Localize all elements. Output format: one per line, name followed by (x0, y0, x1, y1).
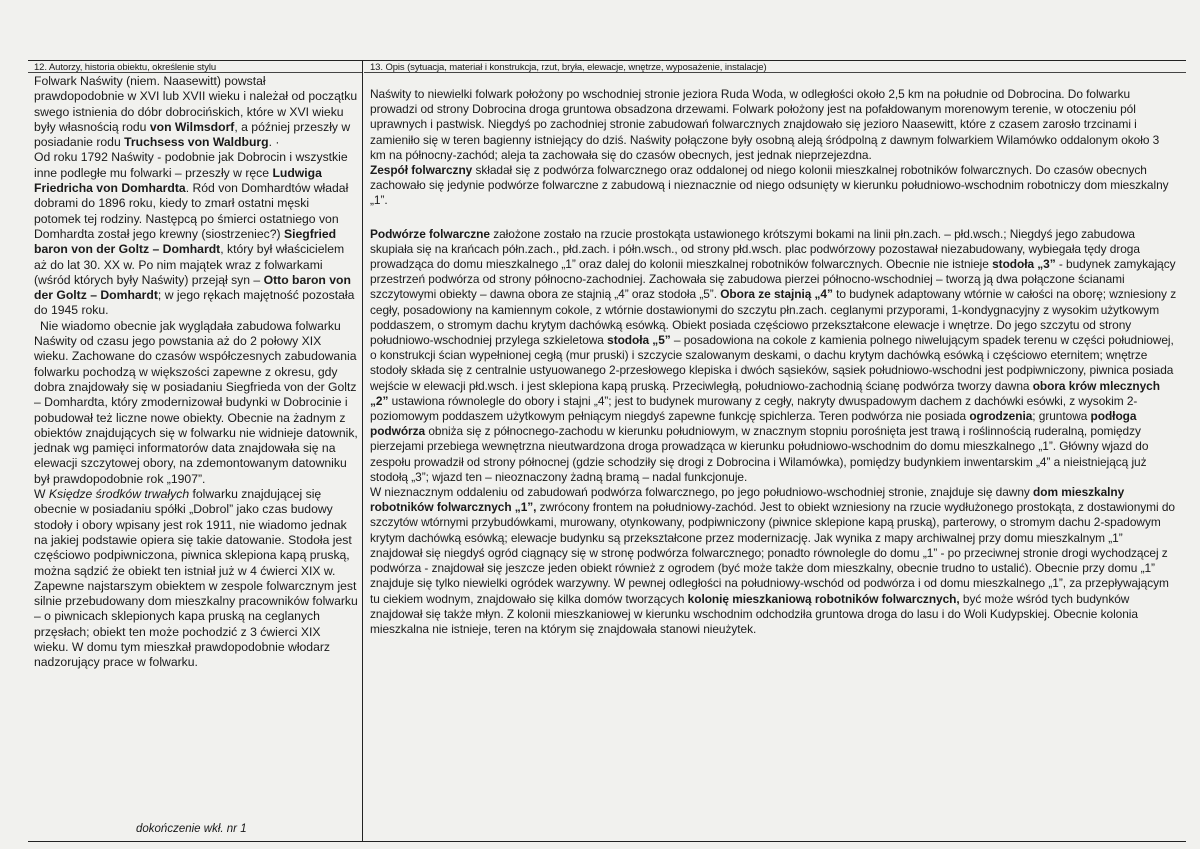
text-run: . Ród von Domhardtów władał dobrami do 1896 roku, kiedy to zmarł ostatni męski potomek tej rodziny. Następcą po śmierci ostatniego von Domhardta został jego krewny (siostrzeniec?) (34, 181, 349, 241)
text-run: Naświty to niewielki folwark położony po wschodniej stronie jeziora Ruda Woda, w odległości około 2,5 km na południe od Dobrocina. Do folwarku prowadzi od strony Dobrocina droga gruntowa obsadzona drzewami. Folwark położony jest na pofałdowanym morenowym terenie, w otoczeniu pól uprawnych i pastwisk. Niegdyś po zachodniej stronie zabudowań folwarcznych znajdowało się jezioro Naasewitt, które z czasem zarosło trzcinami i zamieniło się w teren bagienny istniejący do dziś. Naświty połączone były osobną aleją śródpolną z dawnym folwarkiem Wilamówko oddalonym około 3 km na północny-zachód; aleja ta zachowała się do czasów obecnych, jest jednak nieprzejezdna. (370, 87, 1160, 162)
text-run: W (34, 487, 49, 502)
text-run: - budynek zamykający przestrzeń podwórza od strony północno-zachodniej. Zachowała się zabudowa pierzei północno-wschodniej – tworzą ją dwa połączone ścianami szczytowymi obiekty – dawna obora ze stajnią „4” oraz stodoła „5”. (370, 257, 1176, 302)
text-run: to budynek adaptowany wtórnie w całości na oborę; wzniesiony z cegły, posadowiony na kamiennym cokole, z wtórnie dostawionymi do szczytu płn.zach. ceglanymi przyporami, 1-kondygnacyjny z wysokim użytkowym poddaszem, o stromym dachu krytym dachówką esówką. Obiekt posiada częściowo przekształcone elewacje i wnętrze. Do jego szczytu od strony południowo-wschodniej przylega szkieletowa (370, 287, 1177, 348)
text-run: folwarku znajdującej się obecnie w posiadaniu spółki „Dobrol” jako czas budowy stodoły i obory wpisany jest rok 1911, nie wiadomo jednak na jakiej podstawie opiera się takie datowanie. Stodoła jest częściowo podpiwniczona, piwnica sklepiona kapą pruską, można sądzić że obiekt ten istniał już w 4 ćwierci XIX w. Zapewne najstarszym obiektem w zespole folwarcznym jest silnie przebudowany dom mieszkalny pracowników folwarku – o piwnicach sklepionych kapa pruską na ceglanych przęsłach; obiekt ten może pochodzić z 3 ćwierci XIX wieku. W domu tym mieszkał prawdopodobnie włodarz nadzorujący prace w folwarku. (34, 487, 358, 670)
description-paragraph-1 (370, 87, 1178, 163)
text-run-bold: Zespół folwarczny (370, 163, 473, 178)
text-run: Od roku 1792 Naświty - podobnie jak Dobrocin i wszystkie inne podległe mu folwarki – przeszły w ręce (34, 150, 348, 180)
history-paragraph-4 (34, 487, 358, 671)
history-section-header: 12. Autorzy, historia obiektu, określenie stylu (28, 61, 362, 73)
text-run: – posadowiona na cokole z kamienia polnego niwelującym spadek terenu w części południowej, o konstrukcji ścian wypełnionej cegłą (mur pruski) i szczycie szalowanym deskami, o dachu krytym dachówką esówką i częściowo eternitem; wnętrze stodoły składa się z centralnie ustyuowanego 2-przesłowego klepiska i dwóch sąsieków, sąsiek południowo-wschodni jest podpiwniczony, piwnica posiada wejście w elewacji płd.wsch. i jest sklepiona kapą pruską. Przeciwległą, południowo-zachodnią ścianę podwórza tworzy dawna (370, 333, 1174, 393)
text-run-bold: stodoła „3” (992, 257, 1056, 272)
history-paragraph-2 (34, 150, 358, 318)
text-run: ustawiona równolegle do obory i stajni „4”; jest to budynek murowany z cegły, nakryty dwuspadowym dachem z dachówki esówki, z wysokim 2-poziomowym poddaszem użytkowym pełniącym niegdyś zapewne funkcję spichlerza. Teren podwórza nie posiada (370, 393, 1138, 424)
form-sheet (28, 60, 1186, 842)
text-run-bold: stodoła „5” (607, 333, 671, 348)
text-run-bold: ogrodzenia (969, 409, 1033, 424)
description-paragraph-4 (370, 485, 1178, 637)
text-run-bold: Siegfried baron von der Goltz – Domhardt (34, 226, 337, 257)
history-column (28, 61, 363, 841)
text-run-bold: von Wilmsdorf (149, 119, 235, 134)
description-paragraph-2 (370, 163, 1178, 209)
text-run-bold: Ludwiga Friedricha von Domhardta (34, 165, 322, 196)
text-run-bold: Otto baron von der Goltz – Domhardt (34, 272, 351, 303)
text-run-italic: Księdze środków trwałych (48, 487, 190, 502)
history-text (28, 73, 362, 671)
text-run-bold: Podwórze folwarczne (370, 226, 490, 241)
history-paragraph-3 (34, 319, 358, 487)
description-section-header: 13. Opis (sytuacja, materiał i konstrukcja, rzut, bryła, elewacje, wnętrze, wyposażenie, instalacje) (364, 61, 1186, 73)
description-column (364, 61, 1186, 841)
text-run: ; w jego rękach majętność pozostała do 1945 roku. (34, 288, 355, 318)
history-paragraph-1 (34, 74, 358, 150)
text-run: Folwark Naświty (niem. Naasewitt) powstał prawdopodobnie w XVI lub XVII wieku i należał od początku swego istnienia do dóbr dobrocińskich, które w XVI wieku były własnością rodu (34, 74, 358, 134)
text-run: W nieznacznym oddaleniu od zabudowań podwórza folwarcznego, po jego południowo-wschodniej stronie, znajduje się dawny (370, 485, 1034, 500)
text-run: , a później przeszły w posiadanie rodu (34, 119, 351, 150)
text-run: składał się z podwórza folwarcznego oraz oddalonej od niego kolonii mieszkalnej robotników folwarcznych. Do czasów obecnych zachowało się jedynie podwórze folwarczne z zabudową i nieznacznie od niego odsunięty w kierunku południowo-wschodnim robotniczy dom mieszkalny „1”. (370, 163, 1169, 208)
text-run: zwrócony frontem na południowy-zachód. Jest to obiekt wzniesiony na rzucie wydłużonego prostokąta, z dostawionymi do szczytów wtórnymi przybudówkami, murowany, otynkowany, podpiwniczony (piwnice sklepione kapą pruską), parterowy, o stromym dachu 2-spadowym krytym dachówką esówką; elewacje budynku są przekształcone przez modernizację. Jak wynika z mapy archiwalnej przy domu mieszkalnym „1” znajdował się niegdyś ogród ciągnący się w stronę podwórza folwarcznego; ponadto równolegle do domu „1” - po przeciwnej stronie drogi wychodzącej z podwórza - znajdował się jeszcze jeden obiekt również z ogrodem (być może także dom mieszkalny, obecnie trudno to ustalić). Obecnie przy domu „1” znajduje się tylko niewielki ogródek warzywny. W pewnej odległości na południowy-wschód od podwórza i od domu mieszkalnego „1”, za przepływającym tu ciekiem wodnym, znajdowało się kilka domów tworzących (370, 500, 1175, 606)
description-paragraph-3 (370, 227, 1178, 485)
text-run-bold: dom mieszkalny robotników folwarcznych „1”, (370, 485, 1125, 515)
continuation-note: dokończenie wkł. nr 1 (136, 823, 247, 835)
text-run-bold: podłoga podwórza (370, 409, 1137, 439)
text-run: obniża się z północnego-zachodu w kierunku południowym, w znacznym stopniu porośnięta jest trawą i roślinnością ruderalną, pomiędzy pierzejami przebiega wewnętrzna nieutwardzona droga prowadząca w kierunku południowo-wschodnim do domu mieszkalnego „1”. Główny wjazd do zespołu prowadził od strony północnej (gdzie schodziły się drogi z Dobrocina i Wilamówka), pomiędzy budynkiem inwentarskim „4” a nieistniejącą już stodołą „3”; wjazd ten – nieoznaczony żadną bramą – nadal funkcjonuje. (370, 424, 1149, 484)
text-run-bold: kolonię mieszkaniową robotników folwarcznych, (687, 591, 960, 606)
text-run-bold: obora krów mlecznych „2” (370, 378, 1160, 408)
text-run-bold: Truchsess von Waldburg (124, 135, 269, 150)
text-run: Nie wiadomo obecnie jak wyglądała zabudowa folwarku Naświty od czasu jego powstania aż do 2 połowy XIX wieku. Zachowane do czasów współczesnych zabudowania folwarku pochodzą w większości zapewne z okresu, gdy dobra znajdowały się w posiadaniu Siegfrieda von der Goltz – Domhardta, który zmodernizował budynki w Dobrocinie i pobudował też liczne nowe obiekty. Obecnie na żadnym z obiektów znajdujących się w folwarku nie widnieje datownik, jednak wg pamięci informatorów data znajdowała się na elewacji szczytowej obory, na zdemontowanym datowniku był prawdopodobnie rok „1907”. (34, 318, 358, 486)
text-run: być może wśród tych budynków znajdował się także młyn. Z kolonii mieszkaniowej w kierunku wschodnim odchodziła gruntowa droga do lasu i do Woli Kudypskiej. Obecnie kolonia mieszkalna nie istnieje, teren na którym się znajdowała stanowi nieużytek. (370, 591, 1138, 636)
text-run: ; gruntowa (1032, 409, 1091, 424)
text-run: założone zostało na rzucie prostokąta ustawionego krótszymi bokami na linii płn.zach. – płd.wsch.; Niegdyś jego zabudowa skupiała się na krańcach półn.zach., płd.zach. i półn.wsch., od strony płd.wsch. plac podwórzowy pozostawał niezabudowany, wybiegała tędy droga prowadząca do domu mieszkalnego „1” oraz dalej do kolonii mieszkalnej robotników folwarcznych. Obecnie nie istnieje (370, 226, 1140, 272)
text-run: , który był właścicielem aż do lat 30. XX w. Po nim majątek wraz z folwarkami (wśród których były Naświty) przejął syn – (34, 242, 345, 287)
text-run: . · (268, 135, 280, 150)
text-run-bold: Obora ze stajnią „4” (720, 287, 833, 302)
description-text (364, 73, 1186, 637)
